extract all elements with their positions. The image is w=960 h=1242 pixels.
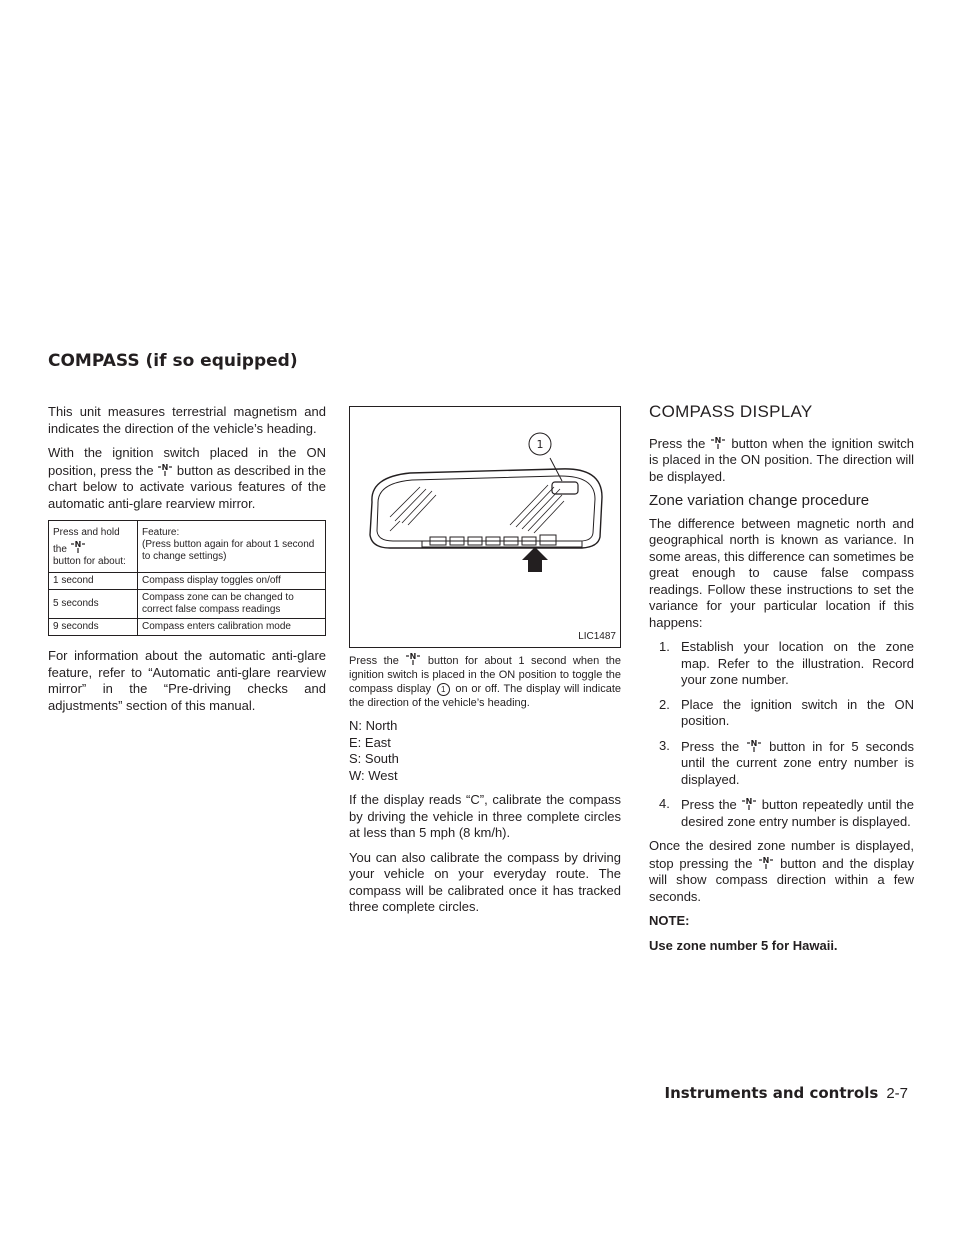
- note-heading: NOTE:: [649, 913, 690, 928]
- svg-text:N: N: [762, 855, 770, 865]
- section-title: COMPASS (if so equipped): [48, 351, 298, 371]
- figure-callout-label: 1: [536, 438, 544, 451]
- caption-text-3: on or off. The display will indicate the direction of the vehicle’s heading.: [349, 683, 621, 709]
- table-cell-feature: Compass enters calibration mode: [138, 619, 326, 636]
- direction-list: [349, 718, 621, 784]
- compass-button-icon: [158, 462, 172, 476]
- compass-button-icon: [406, 651, 420, 665]
- route-calibrate-paragraph: You can also calibrate the compass by driving your vehicle on your everyday route. The compass will be calibrated once it has tracked three complete circles.: [349, 849, 621, 914]
- anti-glare-paragraph: For information about the automatic anti-glare feature, refer to “Automatic anti-glare rearview mirror” in the “Pre-driving checks and adjustments” section of this manual.: [48, 648, 326, 713]
- figure-caption: [349, 651, 621, 710]
- stop-text-before: Once the desired zone number is displayed, stop pressing the: [649, 838, 914, 871]
- svg-text:N: N: [74, 540, 82, 549]
- variance-paragraph: The difference between magnetic north and geographical north is known as variance. In some areas, this difference can sometimes be great enough to cause false compass readings. Follow these instructions to set the variance for your particular location if this happens:: [649, 515, 914, 630]
- figure-code: LIC1487: [578, 630, 616, 642]
- ignition-paragraph: [48, 445, 326, 512]
- compass-button-icon: [711, 435, 725, 449]
- direction-item: E: East: [349, 734, 391, 750]
- svg-text:N: N: [714, 435, 722, 445]
- display-text-before: Press the: [649, 435, 706, 451]
- step-number: 4.: [659, 796, 670, 811]
- table-cell-feature: Compass zone can be changed to correct false compass readings: [138, 590, 326, 619]
- svg-text:N: N: [745, 797, 753, 806]
- compass-display-heading: COMPASS DISPLAY: [649, 402, 813, 421]
- page-number: 2-7: [886, 1085, 908, 1102]
- column-2: [349, 404, 621, 924]
- rearview-mirror-figure: [349, 406, 621, 648]
- ignition-text-after: button as described in the chart below to activate various features of the automatic anti-glare rearview mirror.: [48, 462, 326, 511]
- header-left-text-1: Press and hold the: [53, 527, 120, 555]
- direction-item: S: South: [349, 751, 399, 766]
- table-row: [49, 619, 326, 636]
- zone-variation-heading: Zone variation change procedure: [649, 492, 870, 509]
- intro-paragraph: This unit measures terrestrial magnetism and indicates the direction of the vehicle’s heading.: [48, 404, 326, 436]
- compass-button-icon: [71, 539, 85, 553]
- table-header-left: [49, 521, 138, 573]
- note-body: Use zone number 5 for Hawaii.: [649, 937, 838, 953]
- compass-button-icon: [759, 855, 773, 869]
- step-text: Place the ignition switch in the ON position.: [681, 696, 914, 728]
- page-footer: [664, 1084, 908, 1102]
- column-1: [48, 404, 326, 722]
- svg-text:N: N: [410, 652, 417, 661]
- zone-steps-list: [649, 639, 914, 830]
- step-number: 2.: [659, 696, 670, 712]
- caption-text-2: button for about 1 second when the ignition switch is placed in the ON position to toggle the compass display: [349, 655, 621, 695]
- calibrate-paragraph: If the display reads “C”, calibrate the compass by driving the vehicle in three complete circles at less than 5 mph (8 km/h).: [349, 792, 621, 840]
- header-left-text-2: button for about:: [53, 556, 126, 567]
- stop-text-after: button and the display will show compass direction within a few seconds.: [649, 855, 914, 904]
- list-item: [649, 796, 914, 830]
- table-cell-time: 9 seconds: [49, 619, 138, 636]
- list-item: [649, 639, 914, 689]
- step-text-before: Press the: [681, 738, 740, 754]
- display-text-after: button when the ignition switch is placed in the ON position. The direction will be displayed.: [649, 435, 914, 484]
- caption-text-1: Press the: [349, 655, 399, 667]
- stop-pressing-paragraph: [649, 838, 914, 905]
- footer-title: Instruments and controls: [664, 1084, 879, 1102]
- direction-item: N: North: [349, 718, 398, 733]
- step-number: 1.: [659, 639, 670, 654]
- compass-button-icon: [747, 738, 761, 752]
- table-cell-feature: Compass display toggles on/off: [138, 573, 326, 590]
- step-text-before: Press the: [681, 797, 737, 812]
- step-text: Establish your location on the zone map. Refer to the illustration. Record your zone number.: [681, 639, 914, 687]
- compass-display-paragraph: [649, 435, 914, 486]
- step-number: 3.: [659, 737, 670, 753]
- callout-1-icon: 1: [437, 683, 450, 696]
- svg-text:N: N: [161, 462, 169, 472]
- table-cell-time: 1 second: [49, 573, 138, 590]
- table-header-right: Feature: (Press button again for about 1 second to change settings): [138, 521, 326, 573]
- svg-text:N: N: [750, 738, 758, 748]
- table-header-row: [49, 521, 326, 573]
- feature-table: [48, 520, 326, 636]
- ignition-text-before: With the ignition switch placed in the ON position, press the: [48, 445, 326, 478]
- compass-button-icon: [742, 796, 756, 810]
- table-cell-time: 5 seconds: [49, 590, 138, 619]
- list-item: [649, 697, 914, 730]
- step-text-after: button repeatedly until the desired zone entry number is displayed.: [681, 797, 914, 829]
- table-row: [49, 590, 326, 619]
- column-3: [649, 404, 914, 954]
- step-text-after: button in for 5 seconds until the current zone entry number is displayed.: [681, 738, 914, 787]
- list-item: [649, 738, 914, 789]
- table-row: [49, 573, 326, 590]
- rearview-mirror-illustration: [350, 407, 620, 647]
- direction-item: W: West: [349, 767, 398, 783]
